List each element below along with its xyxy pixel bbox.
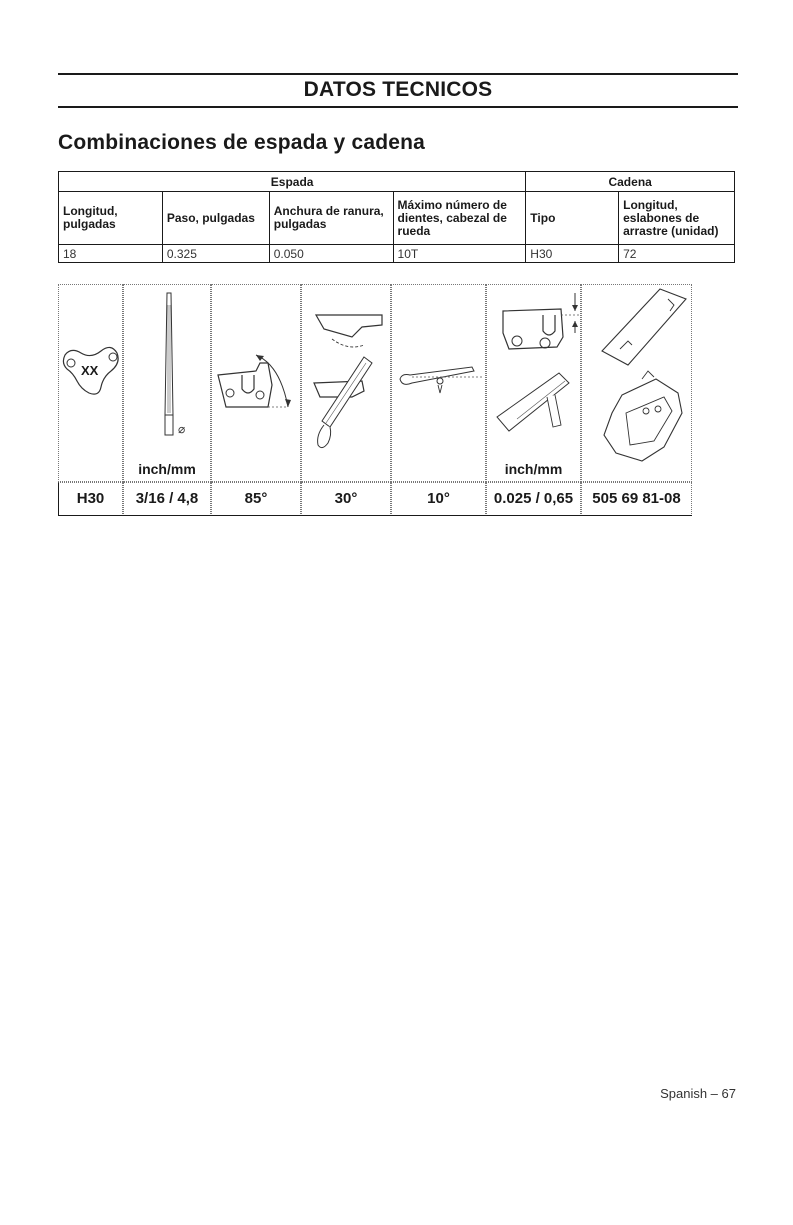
group-cadena: Cadena <box>526 172 735 192</box>
title-rule-top <box>58 73 738 75</box>
title-rule-bottom <box>58 106 738 108</box>
header-cell: Longitud, eslabones de arrastre (unidad) <box>619 192 735 245</box>
value-file-angle: 30° <box>301 482 391 516</box>
diameter-icon: ⌀ <box>178 422 186 436</box>
depth-unit-label: inch/mm <box>504 461 563 477</box>
table-cell: 0.050 <box>269 245 393 263</box>
header-cell: Máximo número de dientes, cabezal de rueda <box>393 192 526 245</box>
section-title: Combinaciones de espada y cadena <box>58 131 426 154</box>
top-angle-cell <box>211 284 301 482</box>
table-group-row <box>59 172 735 192</box>
value-top-angle: 85° <box>211 482 301 516</box>
file-angle-cell <box>301 284 391 482</box>
table-cell: 72 <box>619 245 735 263</box>
spec-values-row <box>58 482 692 516</box>
page-footer: Spanish – 67 <box>660 1086 736 1101</box>
sharpening-tools-panel <box>58 284 692 516</box>
file-holder-icon <box>392 285 487 483</box>
table-cell: 0.325 <box>162 245 269 263</box>
values-baseline <box>58 515 692 516</box>
header-cell: Longitud, pulgadas <box>59 192 163 245</box>
holder-angle-cell <box>391 284 486 482</box>
header-cell: Paso, pulgadas <box>162 192 269 245</box>
chain-link-icon <box>59 285 124 483</box>
value-chain-type: H30 <box>58 482 123 516</box>
value-depth-gauge: 0.025 / 0,65 <box>486 482 581 516</box>
chain-mark-cell <box>58 284 123 482</box>
value-file-diameter: 3/16 / 4,8 <box>123 482 211 516</box>
gauge-tool-icon <box>582 285 693 483</box>
value-part-number: 505 69 81-08 <box>581 482 692 516</box>
value-holder-angle: 10° <box>391 482 486 516</box>
file-unit-label: inch/mm <box>138 461 196 477</box>
bar-chain-table <box>58 171 735 263</box>
header-cell: Tipo <box>526 192 619 245</box>
group-espada: Espada <box>59 172 526 192</box>
file-angle-icon <box>302 285 392 483</box>
depth-gauge-icon <box>487 285 582 483</box>
table-row <box>59 245 735 263</box>
gauge-tool-cell <box>581 284 692 482</box>
round-file-icon <box>124 285 212 483</box>
depth-gauge-cell <box>486 284 581 482</box>
header-cell: Anchura de ranura, pulgadas <box>269 192 393 245</box>
page-title: DATOS TECNICOS <box>303 78 493 101</box>
cutter-angle-icon <box>212 285 302 483</box>
table-cell: 10T <box>393 245 526 263</box>
table-cell: H30 <box>526 245 619 263</box>
table-header-row <box>59 192 735 245</box>
chain-mark-label: XX <box>81 363 99 378</box>
file-cell <box>123 284 211 482</box>
table-cell: 18 <box>59 245 163 263</box>
